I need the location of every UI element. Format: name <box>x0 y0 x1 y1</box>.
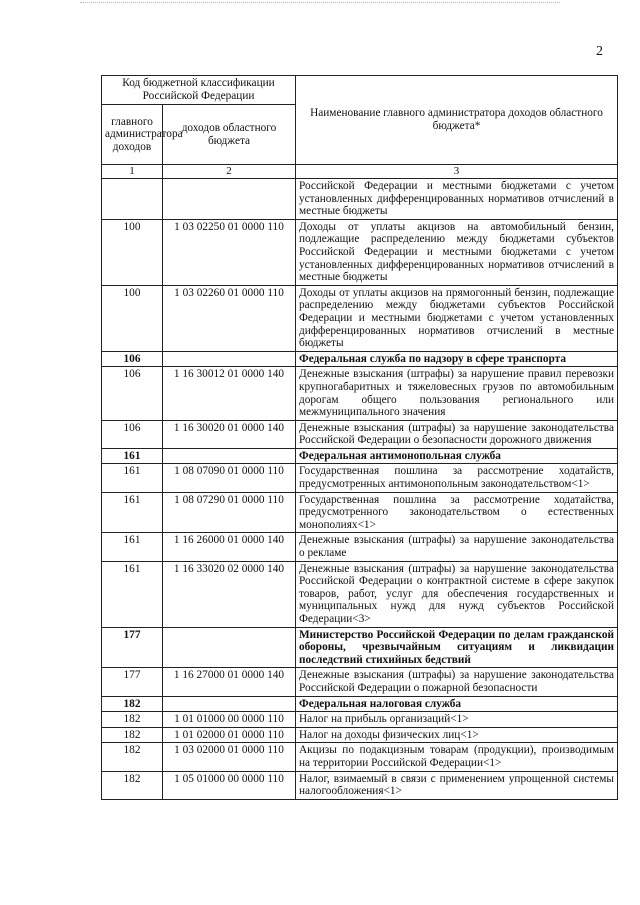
revenue-code-cell <box>163 448 296 464</box>
revenue-name-cell: Налог, взимаемый в связи с применением упрощенной системы налогообложения<1> <box>296 771 618 799</box>
revenue-code-cell <box>163 627 296 668</box>
revenue-code-cell <box>163 696 296 712</box>
table-row <box>102 727 618 743</box>
admin-code-cell: 182 <box>102 727 163 743</box>
table-row <box>102 367 618 420</box>
admin-code-cell: 177 <box>102 668 163 696</box>
section-row <box>102 351 618 367</box>
revenue-name-cell: Федеральная служба по надзору в сфере транспорта <box>296 351 618 367</box>
column-number-1: 1 <box>102 165 163 179</box>
admin-code-cell: 177 <box>102 627 163 668</box>
revenue-name-cell: Акцизы по подакцизным товарам (продукции), производимым на территории Российской Федерации<1> <box>296 743 618 771</box>
admin-code-cell <box>102 179 163 220</box>
revenue-code-cell <box>163 179 296 220</box>
admin-code-cell: 182 <box>102 771 163 799</box>
revenue-name-cell: Федеральная антимонопольная служба <box>296 448 618 464</box>
admin-header: главного администратора доходов <box>102 105 163 165</box>
section-row <box>102 448 618 464</box>
admin-code-cell: 100 <box>102 219 163 285</box>
revenue-code-cell: 1 08 07090 01 0000 110 <box>163 464 296 492</box>
revenue-name-cell: Денежные взыскания (штрафы) за нарушение законодательства Российской Федерации о пожарной безопасности <box>296 668 618 696</box>
admin-code-cell: 182 <box>102 743 163 771</box>
table-row <box>102 219 618 285</box>
revenue-name-cell: Налог на прибыль организаций<1> <box>296 712 618 728</box>
admin-code-cell: 182 <box>102 712 163 728</box>
revenue-name-cell: Денежные взыскания (штрафы) за нарушение законодательства о рекламе <box>296 533 618 561</box>
revenue-name-cell: Денежные взыскания (штрафы) за нарушение законодательства Российской Федерации о безопасности дорожного движения <box>296 420 618 448</box>
revenue-code-cell: 1 05 01000 00 0000 110 <box>163 771 296 799</box>
revenue-name-cell: Доходы от уплаты акцизов на автомобильный бензин, подлежащие распределению между бюджетами субъектов Российской Федерации и местными бюджетами с учетом установленных дифференцированных нормативов отчислений в местные бюджеты <box>296 219 618 285</box>
revenue-name-cell: Денежные взыскания (штрафы) за нарушение правил перевозки крупногабаритных и тяжеловесных грузов по автомобильным дорогам общего пользования регионального или межмуниципального значения <box>296 367 618 420</box>
table-row <box>102 771 618 799</box>
revenue-code-cell: 1 16 30020 01 0000 140 <box>163 420 296 448</box>
revenue-code-cell: 1 01 02000 01 0000 110 <box>163 727 296 743</box>
admin-code-cell: 161 <box>102 448 163 464</box>
table-body <box>102 179 618 800</box>
revenue-code-cell: 1 16 33020 02 0000 140 <box>163 561 296 627</box>
revenue-name-cell: Российской Федерации и местными бюджетами с учетом установленных дифференцированных нормативов отчислений в местные бюджеты <box>296 179 618 220</box>
revenue-code-header: доходов областного бюджета <box>163 105 296 165</box>
admin-code-cell: 106 <box>102 367 163 420</box>
revenue-code-cell: 1 03 02250 01 0000 110 <box>163 219 296 285</box>
table-row <box>102 533 618 561</box>
revenue-name-cell: Федеральная налоговая служба <box>296 696 618 712</box>
revenue-code-cell: 1 16 27000 01 0000 140 <box>163 668 296 696</box>
admin-code-cell: 106 <box>102 351 163 367</box>
revenue-code-cell: 1 16 30012 01 0000 140 <box>163 367 296 420</box>
admin-code-cell: 161 <box>102 464 163 492</box>
revenue-name-cell: Налог на доходы физических лиц<1> <box>296 727 618 743</box>
revenue-code-cell: 1 03 02260 01 0000 110 <box>163 285 296 351</box>
section-row <box>102 627 618 668</box>
table-row <box>102 561 618 627</box>
admin-code-cell: 161 <box>102 492 163 533</box>
admin-code-cell: 161 <box>102 533 163 561</box>
table-row <box>102 420 618 448</box>
code-header: Код бюджетной классификации Российской Федерации <box>102 76 296 105</box>
table-row <box>102 464 618 492</box>
scan-edge-line <box>80 2 560 4</box>
revenue-code-cell: 1 16 26000 01 0000 140 <box>163 533 296 561</box>
column-number-3: 3 <box>296 165 618 179</box>
admin-code-cell: 182 <box>102 696 163 712</box>
revenue-code-cell: 1 03 02000 01 0000 110 <box>163 743 296 771</box>
admin-code-cell: 100 <box>102 285 163 351</box>
revenue-name-cell: Государственная пошлина за рассмотрение ходатайств, предусмотренных антимонопольным законодательством<1> <box>296 464 618 492</box>
revenue-name-cell: Денежные взыскания (штрафы) за нарушение законодательства Российской Федерации о контрактной системе в сфере закупок товаров, работ, услуг для обеспечения государственных и муниципальных нужд для нужд субъектов Российской Федерации<3> <box>296 561 618 627</box>
table-row <box>102 712 618 728</box>
admin-code-cell: 161 <box>102 561 163 627</box>
admin-code-cell: 106 <box>102 420 163 448</box>
page-number: 2 <box>596 44 603 59</box>
table-row <box>102 492 618 533</box>
revenue-code-cell: 1 08 07290 01 0000 110 <box>163 492 296 533</box>
revenue-administrators-table <box>101 75 618 800</box>
column-number-2: 2 <box>163 165 296 179</box>
revenue-code-cell <box>163 351 296 367</box>
table-row <box>102 668 618 696</box>
table-row <box>102 743 618 771</box>
revenue-code-cell: 1 01 01000 00 0000 110 <box>163 712 296 728</box>
table-row <box>102 179 618 220</box>
revenue-name-cell: Доходы от уплаты акцизов на прямогонный бензин, подлежащие распределению между бюджетами субъектов Российской Федерации и местными бюджетами с учетом установленных дифференцированных нормативов отчислений в местные бюджеты <box>296 285 618 351</box>
name-header: Наименование главного администратора доходов областного бюджета* <box>296 76 618 165</box>
table-row <box>102 285 618 351</box>
revenue-name-cell: Государственная пошлина за рассмотрение ходатайства, предусмотренного законодательством о естественных монополиях<1> <box>296 492 618 533</box>
section-row <box>102 696 618 712</box>
revenue-name-cell: Министерство Российской Федерации по делам гражданской обороны, чрезвычайным ситуациям и ликвидации последствий стихийных бедствий <box>296 627 618 668</box>
